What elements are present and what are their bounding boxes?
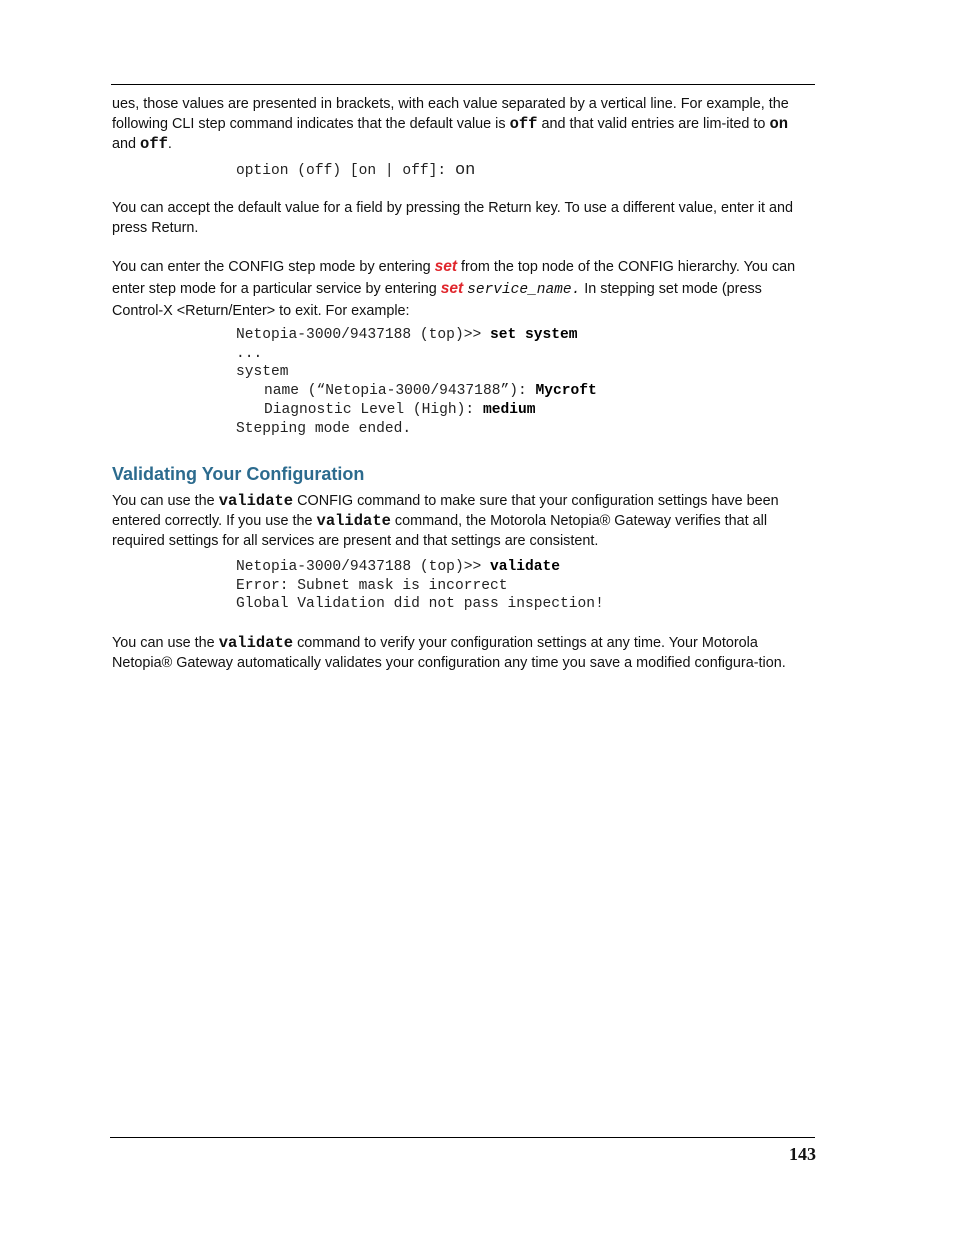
code-value: Mycroft <box>535 383 597 400</box>
code-line: system <box>236 364 289 381</box>
text: ues, those values are presented in brackets, with each value separated by a vertical line. For example, the following CLI step command indicates that the default value is <box>112 96 789 132</box>
keyword-set: set <box>434 258 458 275</box>
code-answer: on <box>454 161 476 180</box>
text: and that valid entries are lim-ited to <box>537 116 770 132</box>
code-validate: validate <box>218 634 294 652</box>
text: and <box>112 136 141 152</box>
code-off: off <box>509 115 538 133</box>
text: You can use the <box>112 635 219 651</box>
code-line: Global Validation did not pass inspection! <box>236 596 604 613</box>
code-example-validate <box>236 558 604 614</box>
section-heading: Validating Your Configuration <box>112 464 365 484</box>
text: command to verify your configuration settings at any time. Your Motorola Netopia® Gateway automatically validates your configuration any time you save a modified configura-tion. <box>112 635 786 671</box>
code-label: Diagnostic Level (High): <box>264 401 475 418</box>
text: CONFIG command to make sure that your configuration settings have been entered correctly. If you use the <box>112 493 779 529</box>
paragraph-validate-intro <box>112 491 816 551</box>
text: command, the Motorola Netopia® Gateway verifies that all required settings for all services are present and that settings are consistent. <box>112 513 768 549</box>
code-example-set-system <box>236 326 597 438</box>
paragraph-step-mode <box>112 256 816 322</box>
paragraph-default-values <box>112 94 816 154</box>
footer-rule <box>110 1137 815 1138</box>
code-label: name (“Netopia-3000/9437188”): <box>264 383 527 400</box>
code-prompt: Netopia-3000/9437188 (top)>> <box>236 327 482 343</box>
code-validate: validate <box>316 512 391 530</box>
code-command: validate <box>489 559 561 575</box>
code-line: ... <box>236 345 263 362</box>
keyword-set: set <box>440 280 464 297</box>
code-off: off <box>140 135 168 153</box>
paragraph-accept-default: You can accept the default value for a field by pressing the Return key. To use a different value, enter it and press Return. <box>112 200 794 236</box>
page-number: 143 <box>789 1144 816 1164</box>
text: In stepping set mode (press Control-X <Return/Enter> to exit. For example: <box>112 281 762 319</box>
header-rule <box>111 84 815 85</box>
code-line <box>236 382 597 401</box>
text: from the top node of the CONFIG hierarchy. You can enter step mode for a particular service by entering <box>112 259 796 297</box>
code-validate: validate <box>218 492 294 510</box>
code-example-option <box>236 162 475 181</box>
service-name-placeholder: service_name. <box>467 282 581 298</box>
text: You can enter the CONFIG step mode by entering <box>112 259 435 275</box>
code-prompt: option (off) [on | off]: <box>236 163 447 179</box>
code-on: on <box>769 115 789 133</box>
code-line: Stepping mode ended. <box>236 420 412 437</box>
code-line <box>236 401 597 420</box>
code-value: medium <box>482 401 536 418</box>
text: You can use the <box>112 493 219 509</box>
code-line: Error: Subnet mask is incorrect <box>236 577 508 594</box>
code-line <box>236 326 597 345</box>
code-prompt: Netopia-3000/9437188 (top)>> <box>236 559 482 575</box>
text: . <box>167 136 172 152</box>
paragraph-validate-anytime <box>112 633 816 673</box>
code-command: set system <box>489 327 578 343</box>
code-line <box>236 558 604 577</box>
